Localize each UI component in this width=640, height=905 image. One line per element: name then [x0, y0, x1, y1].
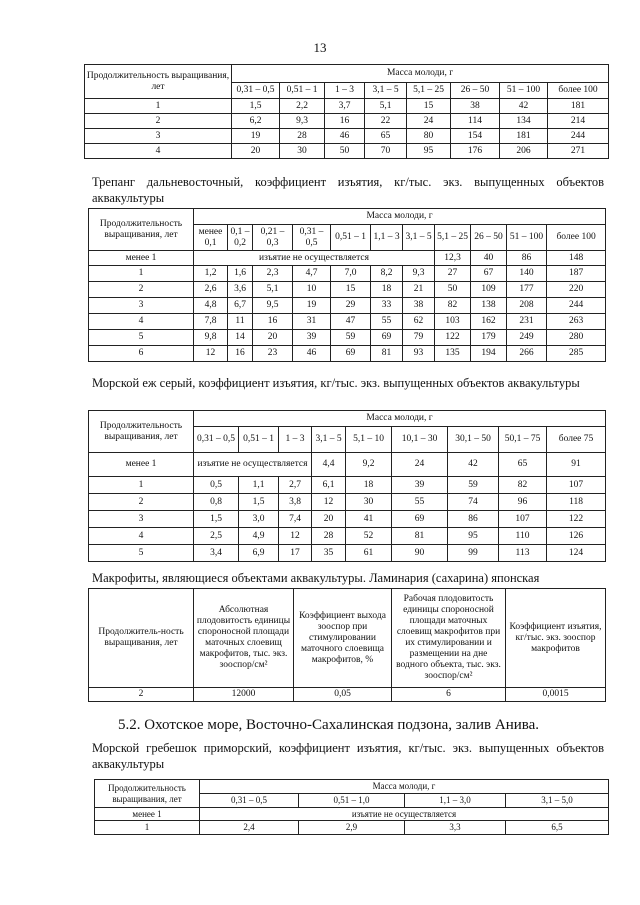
table-cell: 38	[403, 298, 435, 314]
table-cell: 27	[435, 266, 471, 282]
header-harvest-coefficient: Коэффициент изъятия, кг/тыс. экз. зооспор макрофитов	[506, 589, 606, 688]
table-cell: 23	[253, 346, 293, 362]
table-cell: 28	[280, 129, 325, 144]
table-cell: 24	[407, 114, 451, 129]
table-cell: 24	[392, 453, 448, 477]
table-cell: 20	[232, 144, 280, 159]
row-label: менее 1	[89, 453, 194, 477]
no-harvest-note: изъятие не осуществляется	[194, 251, 435, 266]
table-cell: 6	[392, 688, 506, 702]
table-cell: 162	[471, 314, 507, 330]
table-cell: 231	[507, 314, 547, 330]
table-cell: 3,8	[279, 494, 312, 511]
table-cell: 18	[371, 282, 403, 298]
table-row	[85, 99, 609, 114]
table-row	[85, 144, 609, 159]
table-cell: 42	[448, 453, 499, 477]
table-cell: 177	[507, 282, 547, 298]
table-cell: 39	[392, 477, 448, 494]
table-cell: 40	[471, 251, 507, 266]
col-header: 0,21 – 0,3	[253, 225, 293, 251]
table-row	[89, 330, 606, 346]
no-harvest-note: изъятие не осуществляется	[200, 808, 609, 821]
table-cell: 33	[371, 298, 403, 314]
table-cell: 2,5	[194, 528, 239, 545]
table-cell: 6,2	[232, 114, 280, 129]
table-cell: 122	[435, 330, 471, 346]
year-cell: 6	[89, 346, 194, 362]
table-scallop	[94, 779, 609, 835]
row-label: менее 1	[95, 808, 200, 821]
col-header: 3,1 – 5	[403, 225, 435, 251]
year-cell: 5	[89, 330, 194, 346]
table-cell: 1,6	[228, 266, 253, 282]
year-cell: 2	[85, 114, 232, 129]
table-cell: 82	[499, 477, 547, 494]
table-cell: 86	[507, 251, 547, 266]
table-cell: 181	[548, 99, 609, 114]
table-cell: 80	[407, 129, 451, 144]
section-title: 5.2. Охотское море, Восточно-Сахалинская подзона, залив Анива.	[118, 717, 540, 733]
table-cell: 55	[371, 314, 403, 330]
table-row	[95, 821, 609, 835]
table-cell: 69	[331, 346, 371, 362]
table-cell: 74	[448, 494, 499, 511]
table-cell: 22	[365, 114, 407, 129]
table-cell: 91	[547, 453, 606, 477]
year-cell: 1	[89, 266, 194, 282]
table-cell: 181	[500, 129, 548, 144]
table-cell: 9,2	[346, 453, 392, 477]
table-cell: 39	[293, 330, 331, 346]
table-cell: 65	[365, 129, 407, 144]
table-cell: 82	[435, 298, 471, 314]
table-cell: 138	[471, 298, 507, 314]
table-cell: 6,5	[506, 821, 609, 835]
table-cell: 107	[547, 477, 606, 494]
table-cell: 7,8	[194, 314, 228, 330]
table-cell: 7,4	[279, 511, 312, 528]
no-harvest-note: изъятие не осуществляется	[194, 453, 312, 477]
table-cell: 7,0	[331, 266, 371, 282]
table-cell: 55	[392, 494, 448, 511]
table-cell: 29	[331, 298, 371, 314]
table-cell: 50	[325, 144, 365, 159]
table-cell: 12	[279, 528, 312, 545]
col-header: 1 – 3	[279, 427, 312, 453]
table-cell: 16	[325, 114, 365, 129]
year-cell: 2	[89, 494, 194, 511]
table-cell: 4,8	[194, 298, 228, 314]
table-row	[85, 114, 609, 129]
table-cell: 90	[392, 545, 448, 562]
table-cell: 95	[407, 144, 451, 159]
col-header: 0,31 – 0,5	[194, 427, 239, 453]
col-header: 10,1 – 30	[392, 427, 448, 453]
col-header: 51 – 100	[507, 225, 547, 251]
table-cell: 16	[253, 314, 293, 330]
table-cell: 35	[312, 545, 346, 562]
table-cell: 244	[548, 129, 609, 144]
table-cell: 3,3	[405, 821, 506, 835]
table-row	[89, 528, 606, 545]
year-cell: 3	[89, 511, 194, 528]
table-cell: 206	[500, 144, 548, 159]
col-header: 0,31 – 0,5	[232, 83, 280, 99]
title-laminaria: Макрофиты, являющиеся объектами аквакультуры. Ламинария (сахарина) японская	[92, 571, 540, 585]
year-cell: 1	[85, 99, 232, 114]
table-cell: 244	[547, 298, 606, 314]
year-cell: 1	[89, 477, 194, 494]
title-sea-urchin: Морской еж серый, коэффициент изъятия, кг/тыс. экз. выпущенных объектов аквакультуры	[92, 376, 580, 390]
table-cell: 2,6	[194, 282, 228, 298]
table-cell: 12	[194, 346, 228, 362]
table-cell: 10	[293, 282, 331, 298]
table-row	[89, 511, 606, 528]
table-cell: 6,7	[228, 298, 253, 314]
table-cell: 81	[392, 528, 448, 545]
header-working-fecundity: Рабочая плодовитость единицы спороносной площади маточных слоевищ макрофитов при их стимулировании и размещении на дне водного объекта, тыс. экз. зооспор/см²	[392, 589, 506, 688]
col-header: 50,1 – 75	[499, 427, 547, 453]
mass-header: Масса молоди, г	[194, 411, 606, 427]
col-header: 3,1 – 5	[312, 427, 346, 453]
table-cell: 69	[392, 511, 448, 528]
table-cell: 4,9	[239, 528, 279, 545]
table-row	[85, 129, 609, 144]
table-cell: 69	[371, 330, 403, 346]
table-cell: 2,3	[253, 266, 293, 282]
table-cell: 1,5	[194, 511, 239, 528]
table-cell: 9,3	[280, 114, 325, 129]
duration-header: Продолжительность выращивания, лет	[89, 411, 194, 453]
table-cell: 0,0015	[506, 688, 606, 702]
col-header: 26 – 50	[451, 83, 500, 99]
year-cell: 2	[89, 282, 194, 298]
table-cell: 70	[365, 144, 407, 159]
table-cell: 263	[547, 314, 606, 330]
table-cell: 5,1	[253, 282, 293, 298]
table-cell: 1,5	[232, 99, 280, 114]
table-cell: 9,3	[403, 266, 435, 282]
table-sea-cucumber	[88, 208, 606, 362]
table-cell: 41	[346, 511, 392, 528]
table-cell: 2,2	[280, 99, 325, 114]
col-header: 26 – 50	[471, 225, 507, 251]
table-cell: 5,1	[365, 99, 407, 114]
col-header: 0,31 – 0,5	[293, 225, 331, 251]
table-cell: 3,4	[194, 545, 239, 562]
table-row	[89, 314, 606, 330]
table-cell: 11	[228, 314, 253, 330]
table-row	[89, 494, 606, 511]
col-header: 5,1 – 25	[435, 225, 471, 251]
table-sea-cucumber-continued	[84, 64, 609, 159]
table-cell: 30	[346, 494, 392, 511]
mass-header: Масса молоди, г	[194, 209, 606, 225]
table-cell: 3,0	[239, 511, 279, 528]
table-cell: 208	[507, 298, 547, 314]
table-cell: 214	[548, 114, 609, 129]
mass-header: Масса молоди, г	[232, 65, 609, 83]
col-header: менее 0,1	[194, 225, 228, 251]
table-cell: 15	[331, 282, 371, 298]
table-cell: 19	[293, 298, 331, 314]
table-cell: 28	[312, 528, 346, 545]
table-row	[89, 346, 606, 362]
table-cell: 17	[279, 545, 312, 562]
table-cell: 114	[451, 114, 500, 129]
table-cell: 126	[547, 528, 606, 545]
table-cell: 46	[293, 346, 331, 362]
table-cell: 21	[403, 282, 435, 298]
table-cell: 1,1	[239, 477, 279, 494]
table-cell: 0,8	[194, 494, 239, 511]
table-cell: 118	[547, 494, 606, 511]
table-cell: 50	[435, 282, 471, 298]
table-cell: 176	[451, 144, 500, 159]
table-cell: 42	[500, 99, 548, 114]
col-header: 5,1 – 10	[346, 427, 392, 453]
table-cell: 271	[548, 144, 609, 159]
table-cell: 52	[346, 528, 392, 545]
col-header: 30,1 – 50	[448, 427, 499, 453]
table-cell: 79	[403, 330, 435, 346]
table-cell: 135	[435, 346, 471, 362]
year-cell: 3	[89, 298, 194, 314]
table-cell: 19	[232, 129, 280, 144]
duration-header: Продолжительность выращивания, лет	[85, 65, 232, 99]
table-cell: 154	[451, 129, 500, 144]
table-cell: 59	[448, 477, 499, 494]
table-cell: 220	[547, 282, 606, 298]
table-row	[89, 266, 606, 282]
table-cell: 16	[228, 346, 253, 362]
table-cell: 2,4	[200, 821, 299, 835]
table-cell: 9,8	[194, 330, 228, 346]
table-cell: 12000	[194, 688, 294, 702]
col-header: более 100	[548, 83, 609, 99]
table-cell: 47	[331, 314, 371, 330]
table-cell: 109	[471, 282, 507, 298]
col-header: 0,51 – 1	[331, 225, 371, 251]
table-row	[89, 477, 606, 494]
table-cell: 113	[499, 545, 547, 562]
year-cell: 4	[85, 144, 232, 159]
table-cell: 4,7	[293, 266, 331, 282]
table-cell: 93	[403, 346, 435, 362]
duration-header: Продолжительность выращивания, лет	[95, 780, 200, 808]
table-cell: 122	[547, 511, 606, 528]
table-cell: 266	[507, 346, 547, 362]
table-cell: 0,05	[294, 688, 392, 702]
table-cell: 46	[325, 129, 365, 144]
table-cell: 140	[507, 266, 547, 282]
table-cell: 99	[448, 545, 499, 562]
table-cell: 2,9	[299, 821, 405, 835]
header-duration: Продолжитель-ность выращивания, лет	[89, 589, 194, 688]
table-cell: 20	[312, 511, 346, 528]
table-cell: 1,5	[239, 494, 279, 511]
table-cell: 134	[500, 114, 548, 129]
table-cell: 31	[293, 314, 331, 330]
table-cell: 107	[499, 511, 547, 528]
year-cell: 3	[85, 129, 232, 144]
year-cell: 4	[89, 528, 194, 545]
table-cell: 15	[407, 99, 451, 114]
table-cell: 1,2	[194, 266, 228, 282]
col-header: 0,31 – 0,5	[200, 794, 299, 808]
table-cell: 3,7	[325, 99, 365, 114]
table-cell: 285	[547, 346, 606, 362]
table-sea-urchin	[88, 410, 606, 562]
col-header: 0,51 – 1,0	[299, 794, 405, 808]
table-cell: 86	[448, 511, 499, 528]
year-cell: 1	[95, 821, 200, 835]
col-header: более 100	[547, 225, 606, 251]
table-cell: 249	[507, 330, 547, 346]
col-header: более 75	[547, 427, 606, 453]
table-cell: 103	[435, 314, 471, 330]
table-cell: 0,5	[194, 477, 239, 494]
table-cell: 148	[547, 251, 606, 266]
col-header: 3,1 – 5,0	[506, 794, 609, 808]
table-cell: 2,7	[279, 477, 312, 494]
col-header: 0,1 – 0,2	[228, 225, 253, 251]
table-cell: 96	[499, 494, 547, 511]
title-sea-cucumber: Трепанг дальневосточный, коэффициент изъятия, кг/тыс. экз. выпущенных объектов аквакультуры	[92, 175, 604, 205]
table-cell: 12	[312, 494, 346, 511]
table-cell: 62	[403, 314, 435, 330]
table-cell: 2	[89, 688, 194, 702]
table-cell: 3,6	[228, 282, 253, 298]
page-number: 13	[313, 40, 327, 55]
duration-header: Продолжительность выращивания, лет	[89, 209, 194, 251]
table-laminaria	[88, 588, 606, 702]
col-header: 1,1 – 3	[371, 225, 403, 251]
table-row	[89, 298, 606, 314]
col-header: 0,51 – 1	[280, 83, 325, 99]
table-cell: 280	[547, 330, 606, 346]
table-cell: 14	[228, 330, 253, 346]
table-cell: 4,4	[312, 453, 346, 477]
table-cell: 30	[280, 144, 325, 159]
header-absolute-fecundity: Абсолютная плодовитость единицы спороносной площади маточных слоевищ макрофитов, тыс. экз. зооспор/см²	[194, 589, 294, 688]
table-cell: 194	[471, 346, 507, 362]
table-cell: 61	[346, 545, 392, 562]
col-header: 0,51 – 1	[239, 427, 279, 453]
year-cell: 4	[89, 314, 194, 330]
table-cell: 67	[471, 266, 507, 282]
table-cell: 9,5	[253, 298, 293, 314]
table-cell: 179	[471, 330, 507, 346]
table-cell: 124	[547, 545, 606, 562]
table-cell: 95	[448, 528, 499, 545]
title-scallop: Морской гребешок приморский, коэффициент изъятия, кг/тыс. экз. выпущенных объектов аквакультуры	[92, 741, 604, 771]
table-cell: 65	[499, 453, 547, 477]
table-cell: 110	[499, 528, 547, 545]
table-cell: 8,2	[371, 266, 403, 282]
table-cell: 187	[547, 266, 606, 282]
mass-header: Масса молоди, г	[200, 780, 609, 794]
table-cell: 20	[253, 330, 293, 346]
col-header: 5,1 – 25	[407, 83, 451, 99]
col-header: 3,1 – 5	[365, 83, 407, 99]
table-cell: 6,1	[312, 477, 346, 494]
table-cell: 38	[451, 99, 500, 114]
year-cell: 5	[89, 545, 194, 562]
table-cell: 12,3	[435, 251, 471, 266]
col-header: 1,1 – 3,0	[405, 794, 506, 808]
table-row	[89, 282, 606, 298]
table-cell: 6,9	[239, 545, 279, 562]
table-row	[89, 545, 606, 562]
table-cell: 81	[371, 346, 403, 362]
header-zoospore-yield: Коэффициент выхода зооспор при стимулировании маточного слоевища макрофитов, %	[294, 589, 392, 688]
row-label: менее 1	[89, 251, 194, 266]
table-cell: 18	[346, 477, 392, 494]
table-cell: 59	[331, 330, 371, 346]
col-header: 51 – 100	[500, 83, 548, 99]
col-header: 1 – 3	[325, 83, 365, 99]
